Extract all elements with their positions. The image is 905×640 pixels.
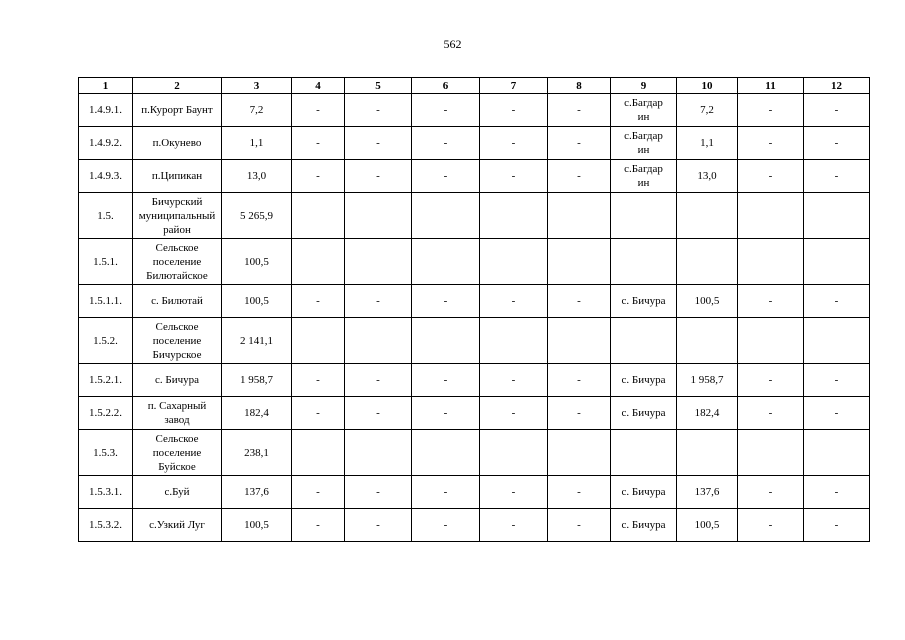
table-cell bbox=[480, 318, 548, 364]
table-cell bbox=[738, 476, 804, 509]
cell-text: 1.4.9.3. bbox=[89, 170, 122, 182]
cell-text: - bbox=[316, 519, 320, 531]
table-body bbox=[79, 94, 870, 542]
cell-text: - bbox=[834, 519, 839, 531]
cell-text: - bbox=[316, 170, 320, 182]
column-header: 7 bbox=[480, 78, 548, 94]
table-cell bbox=[79, 239, 133, 285]
cell-text: 13,0 bbox=[246, 170, 267, 182]
cell-text: - bbox=[376, 170, 380, 182]
table-cell bbox=[222, 285, 292, 318]
cell-text: 100,5 bbox=[694, 295, 720, 307]
cell-text: - bbox=[834, 104, 839, 116]
cell-text: 100,5 bbox=[244, 519, 269, 531]
cell-text: - bbox=[511, 104, 516, 116]
cell-text: - bbox=[443, 486, 448, 498]
cell-text: 137,6 bbox=[694, 486, 720, 498]
cell-text: 13,0 bbox=[697, 170, 717, 182]
table-cell bbox=[292, 160, 345, 193]
cell-text: с. Билютай bbox=[151, 295, 203, 307]
table-cell bbox=[480, 193, 548, 239]
cell-text: - bbox=[834, 486, 839, 498]
cell-text: с.Узкий Луг bbox=[149, 519, 205, 531]
table-cell bbox=[480, 239, 548, 285]
table-cell bbox=[677, 476, 738, 509]
table-cell bbox=[677, 285, 738, 318]
table-cell bbox=[548, 430, 611, 476]
table-row bbox=[79, 239, 870, 285]
cell-text: п.Окунево bbox=[152, 137, 202, 149]
table-cell bbox=[133, 94, 222, 127]
cell-text: - bbox=[443, 374, 448, 386]
table-cell bbox=[804, 160, 870, 193]
table-row bbox=[79, 430, 870, 476]
cell-text: с.Багдарин bbox=[624, 130, 663, 156]
table-cell bbox=[677, 193, 738, 239]
cell-text: - bbox=[376, 407, 380, 419]
table-cell bbox=[345, 476, 412, 509]
cell-text: - bbox=[511, 137, 516, 149]
cell-text: с. Бичура bbox=[621, 407, 666, 419]
table-cell bbox=[412, 476, 480, 509]
table-cell bbox=[548, 509, 611, 542]
table-cell bbox=[480, 94, 548, 127]
table-cell bbox=[133, 239, 222, 285]
cell-text: - bbox=[511, 170, 516, 182]
column-header: 3 bbox=[222, 78, 292, 94]
table-cell bbox=[222, 160, 292, 193]
table-cell bbox=[677, 509, 738, 542]
cell-text: - bbox=[834, 407, 839, 419]
table-cell bbox=[548, 397, 611, 430]
cell-text: - bbox=[577, 104, 581, 116]
table-cell bbox=[611, 364, 677, 397]
table-cell bbox=[133, 127, 222, 160]
table-cell bbox=[738, 160, 804, 193]
table-cell bbox=[292, 476, 345, 509]
table-cell bbox=[548, 318, 611, 364]
table-cell bbox=[548, 476, 611, 509]
table-cell bbox=[133, 193, 222, 239]
table-cell bbox=[222, 397, 292, 430]
cell-text: 2 141,1 bbox=[240, 334, 273, 347]
cell-text: - bbox=[834, 137, 839, 149]
cell-text: - bbox=[443, 104, 448, 116]
header-row bbox=[79, 78, 870, 94]
table-cell bbox=[738, 239, 804, 285]
cell-text: с. Бичура bbox=[621, 374, 666, 386]
cell-text: - bbox=[316, 486, 320, 498]
table-cell bbox=[345, 364, 412, 397]
cell-text: 1.5.2.2. bbox=[89, 407, 122, 419]
table-cell bbox=[79, 193, 133, 239]
table-cell bbox=[738, 509, 804, 542]
cell-text: - bbox=[316, 137, 320, 149]
cell-text: - bbox=[443, 170, 448, 182]
cell-text: - bbox=[768, 104, 773, 116]
cell-text: 1.4.9.1. bbox=[89, 104, 122, 116]
table-cell bbox=[222, 127, 292, 160]
cell-text: Бичурский муниципальный район bbox=[138, 195, 216, 236]
cell-text: - bbox=[834, 374, 839, 386]
cell-text: - bbox=[511, 519, 516, 531]
table-cell bbox=[611, 160, 677, 193]
cell-text: - bbox=[443, 407, 448, 419]
table-cell bbox=[133, 364, 222, 397]
column-header: 2 bbox=[133, 78, 222, 94]
cell-text: с. Бичура bbox=[621, 486, 666, 498]
cell-text: п.Ципикан bbox=[151, 170, 203, 182]
table-cell bbox=[222, 430, 292, 476]
table-cell bbox=[804, 94, 870, 127]
page-number: 562 bbox=[443, 37, 462, 51]
table-cell bbox=[611, 476, 677, 509]
table-cell bbox=[804, 476, 870, 509]
table-cell bbox=[222, 509, 292, 542]
table-cell bbox=[79, 127, 133, 160]
table-cell bbox=[222, 476, 292, 509]
table-cell bbox=[412, 318, 480, 364]
cell-text: 1.5.2. bbox=[93, 334, 118, 347]
cell-text: - bbox=[768, 295, 773, 307]
table-cell bbox=[345, 509, 412, 542]
table-cell bbox=[738, 285, 804, 318]
table-cell bbox=[611, 397, 677, 430]
table-cell bbox=[345, 397, 412, 430]
table-cell bbox=[133, 509, 222, 542]
table-cell bbox=[804, 193, 870, 239]
table-cell bbox=[480, 430, 548, 476]
table-cell bbox=[677, 364, 738, 397]
cell-text: - bbox=[511, 407, 516, 419]
cell-text: 1.5.3. bbox=[93, 446, 118, 459]
table-cell bbox=[79, 509, 133, 542]
cell-text: 1.5.1.1. bbox=[89, 295, 122, 307]
column-header: 6 bbox=[412, 78, 480, 94]
table-cell bbox=[292, 285, 345, 318]
table-cell bbox=[677, 430, 738, 476]
cell-text: 100,5 bbox=[694, 519, 720, 531]
table-cell bbox=[677, 160, 738, 193]
table-cell bbox=[548, 160, 611, 193]
cell-text: 182,4 bbox=[244, 407, 269, 419]
table-cell bbox=[79, 364, 133, 397]
table-cell bbox=[292, 509, 345, 542]
cell-text: 182,4 bbox=[694, 407, 720, 419]
table-row bbox=[79, 160, 870, 193]
table-cell bbox=[480, 127, 548, 160]
cell-text: - bbox=[768, 374, 773, 386]
table-cell bbox=[345, 127, 412, 160]
cell-text: - bbox=[376, 519, 380, 531]
cell-text: - bbox=[577, 519, 581, 531]
table-cell bbox=[480, 476, 548, 509]
table-cell bbox=[611, 285, 677, 318]
table-cell bbox=[548, 364, 611, 397]
table-cell bbox=[412, 127, 480, 160]
cell-text: 1.5.3.1. bbox=[89, 486, 122, 498]
table-cell bbox=[611, 239, 677, 285]
cell-text: с.Багдарин bbox=[624, 97, 663, 123]
table-cell bbox=[133, 397, 222, 430]
column-header: 8 bbox=[548, 78, 611, 94]
table-cell bbox=[412, 509, 480, 542]
table-cell bbox=[611, 509, 677, 542]
table-cell bbox=[480, 397, 548, 430]
table-row bbox=[79, 127, 870, 160]
table-cell bbox=[548, 285, 611, 318]
cell-text: - bbox=[834, 295, 839, 307]
table-cell bbox=[804, 285, 870, 318]
table-cell bbox=[677, 318, 738, 364]
table-cell bbox=[412, 285, 480, 318]
column-header: 4 bbox=[292, 78, 345, 94]
table-cell bbox=[79, 285, 133, 318]
table-cell bbox=[412, 160, 480, 193]
cell-text: - bbox=[577, 374, 581, 386]
table-cell bbox=[345, 285, 412, 318]
cell-text: - bbox=[577, 295, 581, 307]
cell-text: Сельское поселение Буйское bbox=[152, 432, 202, 473]
column-header: 10 bbox=[677, 78, 738, 94]
cell-text: - bbox=[577, 137, 581, 149]
cell-text: - bbox=[511, 295, 516, 307]
table-cell bbox=[79, 476, 133, 509]
table-cell bbox=[292, 430, 345, 476]
cell-text: 7,2 bbox=[700, 104, 714, 116]
table-cell bbox=[611, 94, 677, 127]
cell-text: 1 958,7 bbox=[690, 374, 724, 386]
column-header: 1 bbox=[79, 78, 133, 94]
cell-text: 1 958,7 bbox=[240, 374, 273, 386]
cell-text: - bbox=[834, 170, 839, 182]
table-cell bbox=[738, 397, 804, 430]
cell-text: - bbox=[443, 519, 448, 531]
table-cell bbox=[79, 430, 133, 476]
table-row bbox=[79, 94, 870, 127]
table-cell bbox=[292, 127, 345, 160]
column-header: 11 bbox=[738, 78, 804, 94]
table-cell bbox=[292, 94, 345, 127]
table-cell bbox=[611, 318, 677, 364]
table-cell bbox=[480, 364, 548, 397]
table-cell bbox=[345, 193, 412, 239]
cell-text: 1.5.1. bbox=[93, 255, 118, 268]
table-cell bbox=[738, 127, 804, 160]
table-cell bbox=[480, 285, 548, 318]
cell-text: - bbox=[768, 137, 773, 149]
cell-text: - bbox=[376, 104, 380, 116]
table-cell bbox=[738, 318, 804, 364]
table-cell bbox=[412, 193, 480, 239]
table-cell bbox=[611, 430, 677, 476]
cell-text: - bbox=[376, 374, 380, 386]
column-header: 12 bbox=[804, 78, 870, 94]
table-cell bbox=[222, 239, 292, 285]
table-cell bbox=[345, 239, 412, 285]
table-cell bbox=[804, 364, 870, 397]
table-row bbox=[79, 509, 870, 542]
table-row bbox=[79, 476, 870, 509]
table-cell bbox=[292, 193, 345, 239]
cell-text: - bbox=[511, 374, 516, 386]
table-cell bbox=[804, 127, 870, 160]
cell-text: - bbox=[316, 374, 320, 386]
cell-text: - bbox=[768, 519, 773, 531]
cell-text: с.Буй bbox=[164, 486, 190, 498]
column-header: 5 bbox=[345, 78, 412, 94]
table-cell bbox=[738, 193, 804, 239]
cell-text: 238,1 bbox=[244, 446, 269, 459]
cell-text: - bbox=[376, 137, 380, 149]
cell-text: Сельское поселение Билютайское bbox=[146, 241, 208, 282]
column-header: 9 bbox=[611, 78, 677, 94]
table-cell bbox=[133, 318, 222, 364]
table-cell bbox=[222, 318, 292, 364]
table-row bbox=[79, 318, 870, 364]
cell-text: - bbox=[316, 295, 320, 307]
table-cell bbox=[222, 364, 292, 397]
table-cell bbox=[677, 239, 738, 285]
cell-text: - bbox=[443, 137, 448, 149]
table-cell bbox=[222, 193, 292, 239]
cell-text: 1.4.9.2. bbox=[89, 137, 122, 149]
table-cell bbox=[292, 318, 345, 364]
table-cell bbox=[804, 509, 870, 542]
table-cell bbox=[133, 430, 222, 476]
cell-text: 137,6 bbox=[244, 486, 269, 498]
cell-text: - bbox=[768, 170, 773, 182]
cell-text: - bbox=[376, 486, 380, 498]
table-cell bbox=[79, 94, 133, 127]
table-row bbox=[79, 285, 870, 318]
table-cell bbox=[345, 430, 412, 476]
table-cell bbox=[677, 127, 738, 160]
table-cell bbox=[677, 397, 738, 430]
table-cell bbox=[480, 160, 548, 193]
table-cell bbox=[133, 476, 222, 509]
cell-text: с.Багдарин bbox=[624, 163, 663, 189]
table-cell bbox=[345, 94, 412, 127]
cell-text: 1,1 bbox=[249, 137, 264, 149]
table-cell bbox=[79, 160, 133, 193]
cell-text: - bbox=[376, 295, 380, 307]
table-row bbox=[79, 397, 870, 430]
table-cell bbox=[548, 127, 611, 160]
table-cell bbox=[345, 160, 412, 193]
table-header bbox=[79, 78, 870, 94]
cell-text: с. Бичура bbox=[621, 295, 666, 307]
table-row bbox=[79, 364, 870, 397]
cell-text: 1,1 bbox=[700, 137, 714, 149]
cell-text: п. Сахарный завод bbox=[147, 400, 207, 426]
cell-text: 1.5. bbox=[97, 209, 114, 222]
table-cell bbox=[412, 364, 480, 397]
table-cell bbox=[804, 397, 870, 430]
cell-text: - bbox=[768, 407, 773, 419]
table-row bbox=[79, 193, 870, 239]
cell-text: Сельское поселение Бичурское bbox=[152, 320, 202, 361]
cell-text: 7,2 bbox=[249, 104, 264, 116]
data-table bbox=[78, 77, 870, 542]
table-cell bbox=[222, 94, 292, 127]
table-cell bbox=[412, 239, 480, 285]
table-cell bbox=[548, 94, 611, 127]
table-cell bbox=[804, 239, 870, 285]
cell-text: 1.5.2.1. bbox=[89, 374, 122, 386]
cell-text: - bbox=[577, 486, 581, 498]
cell-text: - bbox=[511, 486, 516, 498]
cell-text: - bbox=[316, 104, 320, 116]
table-cell bbox=[548, 193, 611, 239]
table-cell bbox=[804, 318, 870, 364]
table-cell bbox=[738, 94, 804, 127]
table-cell bbox=[292, 397, 345, 430]
table-cell bbox=[79, 318, 133, 364]
table-cell bbox=[611, 127, 677, 160]
cell-text: - bbox=[577, 170, 581, 182]
cell-text: - bbox=[316, 407, 320, 419]
table-cell bbox=[412, 430, 480, 476]
cell-text: с. Бичура bbox=[621, 519, 666, 531]
table-cell bbox=[677, 94, 738, 127]
table-cell bbox=[345, 318, 412, 364]
table-cell bbox=[548, 239, 611, 285]
cell-text: - bbox=[577, 407, 581, 419]
table-cell bbox=[412, 94, 480, 127]
cell-text: 100,5 bbox=[244, 255, 269, 268]
table-cell bbox=[738, 364, 804, 397]
cell-text: 1.5.3.2. bbox=[89, 519, 122, 531]
cell-text: с. Бичура bbox=[155, 374, 199, 386]
cell-text: п.Курорт Баунт bbox=[141, 104, 213, 116]
table-cell bbox=[292, 364, 345, 397]
table-cell bbox=[804, 430, 870, 476]
cell-text: 100,5 bbox=[244, 295, 269, 307]
table-cell bbox=[79, 397, 133, 430]
table-cell bbox=[611, 193, 677, 239]
cell-text: 5 265,9 bbox=[240, 209, 273, 222]
cell-text: - bbox=[768, 486, 773, 498]
table-cell bbox=[412, 397, 480, 430]
table-cell bbox=[133, 285, 222, 318]
cell-text: - bbox=[443, 295, 448, 307]
table-cell bbox=[738, 430, 804, 476]
table-cell bbox=[133, 160, 222, 193]
table-cell bbox=[292, 239, 345, 285]
table-cell bbox=[480, 509, 548, 542]
